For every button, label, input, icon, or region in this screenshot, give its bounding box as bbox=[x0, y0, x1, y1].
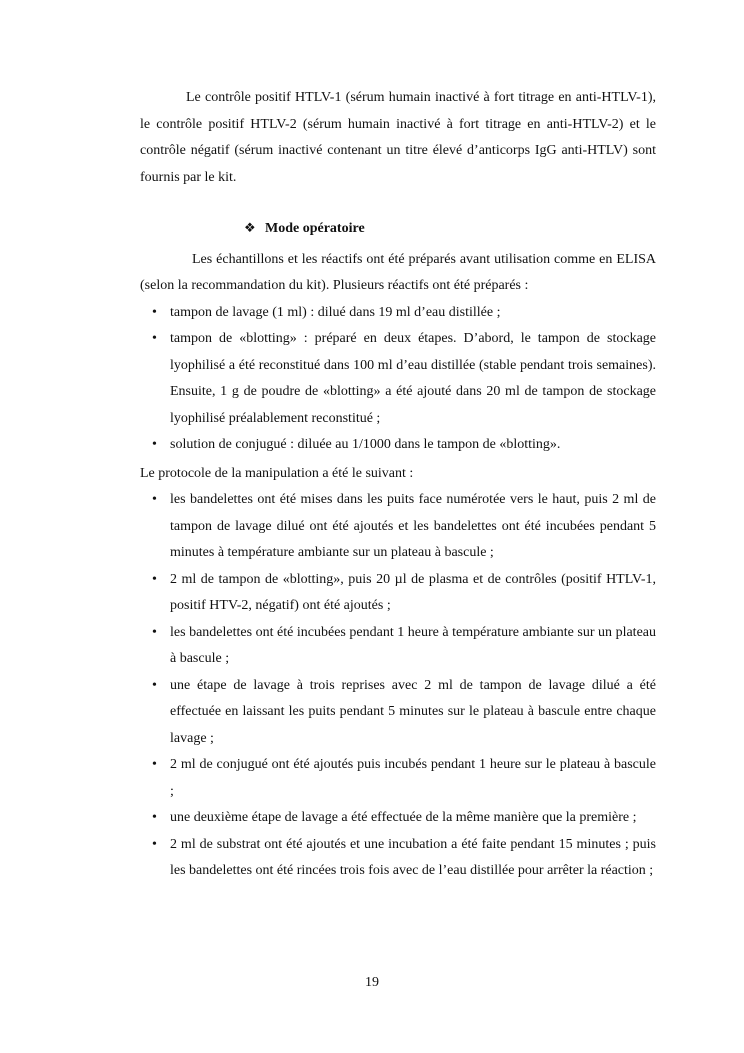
bullet-icon: • bbox=[152, 331, 157, 346]
preparation-paragraph: Les échantillons et les réactifs ont été préparés avant utilisation comme en ELISA (selon la recommandation du kit). Plusieurs réactifs ont été préparés : bbox=[140, 251, 656, 293]
bullet-icon: • bbox=[152, 677, 157, 693]
protocol-list bbox=[140, 487, 656, 885]
protocol-step-text: les bandelettes ont été mises dans les puits face numérotée vers le haut, puis 2 ml de tampon de lavage dilué ont été ajoutés et les bandelettes ont été incubées pendant 5 minutes à température ambiante sur un plateau à bascule ; bbox=[170, 492, 656, 560]
protocol-step bbox=[140, 673, 656, 753]
bullet-icon: • bbox=[152, 437, 157, 452]
bullet-icon: • bbox=[152, 757, 157, 772]
bullet-icon: • bbox=[152, 571, 157, 587]
bullet-icon: • bbox=[152, 492, 157, 507]
section-heading bbox=[140, 215, 656, 243]
reagent-text: solution de conjugué : diluée au 1/1000 dans le tampon de «blotting». bbox=[170, 437, 561, 452]
protocol-step-text: une étape de lavage à trois reprises avec 2 ml de tampon de lavage dilué a été effectuée en laissant les puits pendant 5 minutes sur le plateau à bascule entre chaque lavage ; bbox=[170, 677, 656, 746]
protocol-step bbox=[140, 805, 656, 832]
protocol-step-text: 2 ml de tampon de «blotting», puis 20 µl de plasma et de contrôles (positif HTLV-1, positif HTV-2, négatif) ont été ajoutés ; bbox=[170, 571, 656, 613]
protocol-intro: Le protocole de la manipulation a été le suivant : bbox=[140, 465, 414, 481]
protocol-step-text: 2 ml de conjugué ont été ajoutés puis incubés pendant 1 heure sur le plateau à bascule ; bbox=[170, 757, 656, 799]
reagent-list bbox=[140, 300, 656, 459]
section-title: Mode opératoire bbox=[265, 221, 365, 236]
protocol-step bbox=[140, 620, 656, 673]
reagent-item bbox=[140, 300, 656, 327]
bullet-icon: • bbox=[152, 810, 157, 825]
protocol-step bbox=[140, 752, 656, 805]
protocol-step-text: 2 ml de substrat ont été ajoutés et une incubation a été faite pendant 15 minutes ; puis les bandelettes ont été rincées trois fois avec de l’eau distillée pour arrêter la réaction ; bbox=[170, 836, 656, 878]
reagent-text: tampon de «blotting» : préparé en deux étapes. D’abord, le tampon de stockage lyophilisé a été reconstitué dans 100 ml d’eau distillée (stable pendant trois semaines). Ensuite, 1 g de poudre de «blotting» a été ajouté dans 20 ml de tampon de stockage lyophilisé préalablement reconstitué ; bbox=[170, 331, 656, 426]
bullet-icon: • bbox=[152, 624, 157, 640]
intro-paragraph: Le contrôle positif HTLV-1 (sérum humain inactivé à fort titrage en anti-HTLV-1), le contrôle positif HTLV-2 (sérum humain inactivé à fort titrage en anti-HTLV-2) et le contrôle négatif (sérum inactivé contenant un titre élevé d’anticorps IgG anti-HTLV) sont fournis par le kit. bbox=[140, 90, 656, 185]
bullet-icon: • bbox=[152, 304, 157, 320]
diamond-bullet-icon: ❖ bbox=[244, 220, 256, 235]
page-number: 19 bbox=[365, 975, 379, 990]
document-page bbox=[140, 85, 656, 885]
protocol-step bbox=[140, 567, 656, 620]
reagent-text: tampon de lavage (1 ml) : dilué dans 19 ml d’eau distillée ; bbox=[170, 304, 501, 320]
reagent-item bbox=[140, 432, 656, 459]
protocol-step-text: les bandelettes ont été incubées pendant 1 heure à température ambiante sur un plateau à bascule ; bbox=[170, 624, 656, 666]
bullet-icon: • bbox=[152, 836, 157, 852]
protocol-step-text: une deuxième étape de lavage a été effectuée de la même manière que la première ; bbox=[170, 810, 637, 825]
protocol-step bbox=[140, 487, 656, 567]
protocol-step bbox=[140, 832, 656, 885]
reagent-item bbox=[140, 326, 656, 432]
